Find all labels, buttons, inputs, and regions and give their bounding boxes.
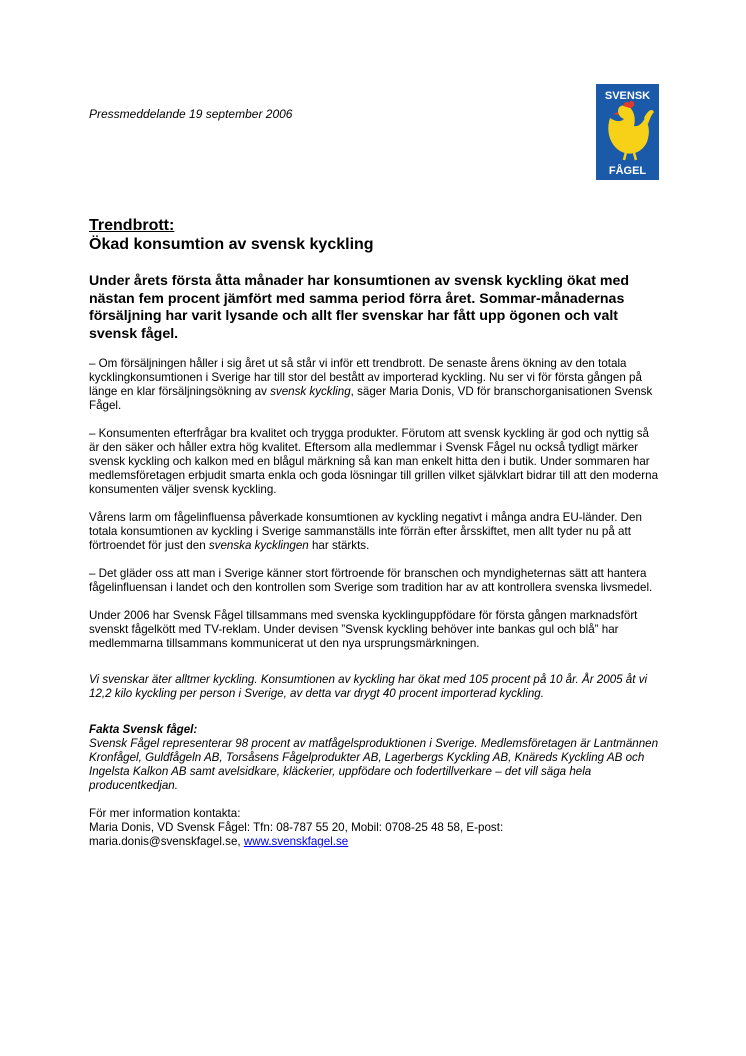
paragraph-4: – Det gläder oss att man i Sverige känner stort förtroende för branschen och myndigheternas sätt att hantera fågelinfluensan i landet och den kontrollen som Sverige som tradition har av att kontrollera svenska livsmedel.	[89, 567, 653, 594]
contact-links	[89, 835, 659, 849]
contact-intro: För mer information kontakta:	[89, 807, 241, 820]
headline-line-1: Trendbrott:	[89, 217, 175, 234]
paragraph-5: Under 2006 har Svensk Fågel tillsammans med svenska kycklinguppfödare för första gången marknadsfört svenskt fågelkött med TV-reklam. Under devisen ”Svensk kyckling behöver inte bankas gul och blå” har medlemmarna tillsammans kommunicerat ut den nya ursprungsmärkningen.	[89, 609, 638, 650]
closing-paragraph: Vi svenskar äter alltmer kyckling. Konsumtionen av kyckling har ökat med 105 procent på 10 år. År 2005 åt vi 12,2 kilo kyckling per person i Sverige, av detta var drygt 40 procent importerad kyckling.	[89, 673, 648, 700]
website-link[interactable]: www.svenskfagel.se	[243, 835, 349, 848]
paragraph-2: – Konsumenten efterfrågar bra kvalitet och trygga produkter. Förutom att svensk kyckling är god och nyttig så är den säker och håller extra hög kvalitet. Eftersom alla medlemmar i Svensk Fågel nu också tydligt märker svensk kyckling och kalkon med en blågul märkning så kan man enkelt hitta den i butik. Under sommaren har medlemsföretagen erbjudit smarta enkla och goda lösningar till grillen vilket självklart bidrar till att den moderna konsumenten väljer svensk kyckling.	[89, 427, 659, 496]
email-text: maria.donis@svenskfagel.se,	[89, 835, 244, 848]
rooster-icon	[596, 84, 659, 180]
headline	[89, 216, 659, 254]
facts-text: Svensk Fågel representerar 98 procent av matfågelsproduktionen i Sverige. Medlemsföretagen är Lantmännen Kronfågel, Guldfågeln AB, Torsåsens Fågelprodukter AB, Lagerbergs Kyckling AB, Knäreds Kyckling AB och Ingelsta Kalkon AB samt avelsidkare, kläckerier, uppfödare och fodertillverkare – det vill säga hela producentkedjan.	[89, 737, 659, 792]
logo-top-text: SVENSK	[604, 90, 651, 102]
logo-bottom-text: FÅGEL	[608, 165, 647, 177]
contact-line: Maria Donis, VD Svensk Fågel: Tfn: 08-787 55 20, Mobil: 0708-25 48 58, E-post:	[89, 821, 504, 834]
dateline: Pressmeddelande 19 september 2006	[89, 107, 293, 121]
body-text	[89, 357, 659, 849]
lead-paragraph: Under årets första åtta månader har konsumtionen av svensk kyckling ökat med nästan fem procent jämfört med samma period förra året. Sommar-månadernas försäljning har varit lysande och allt fler svenskar har fått upp ögonen och valt svensk fågel.	[89, 273, 630, 342]
paragraph-1: – Om försäljningen håller i sig året ut så står vi inför ett trendbrott. De senaste årens ökning av den totala kycklingkonsumtionen i Sverige har till stor del bestått av importerad kyckling. Nu ser vi för första gången på länge en klar försäljningsökning av svensk kyckling, säger Maria Donis, VD för branschorganisationen Svensk Fågel.	[89, 357, 653, 412]
facts-title: Fakta Svensk fågel:	[89, 723, 198, 736]
headline-line-2: Ökad konsumtion av svensk kyckling	[89, 236, 374, 253]
paragraph-3: Vårens larm om fågelinfluensa påverkade konsumtionen av kyckling negativt i många andra EU-länder. Den totala konsumtionen av kyckling i Sverige sammanställs inte förrän efter årsskiftet, men allt tyder nu på att förtroendet för just den svenska kycklingen har stärkts.	[89, 511, 642, 552]
facts-section	[89, 723, 659, 793]
contact-section	[89, 807, 659, 849]
svensk-fagel-logo	[596, 84, 659, 180]
